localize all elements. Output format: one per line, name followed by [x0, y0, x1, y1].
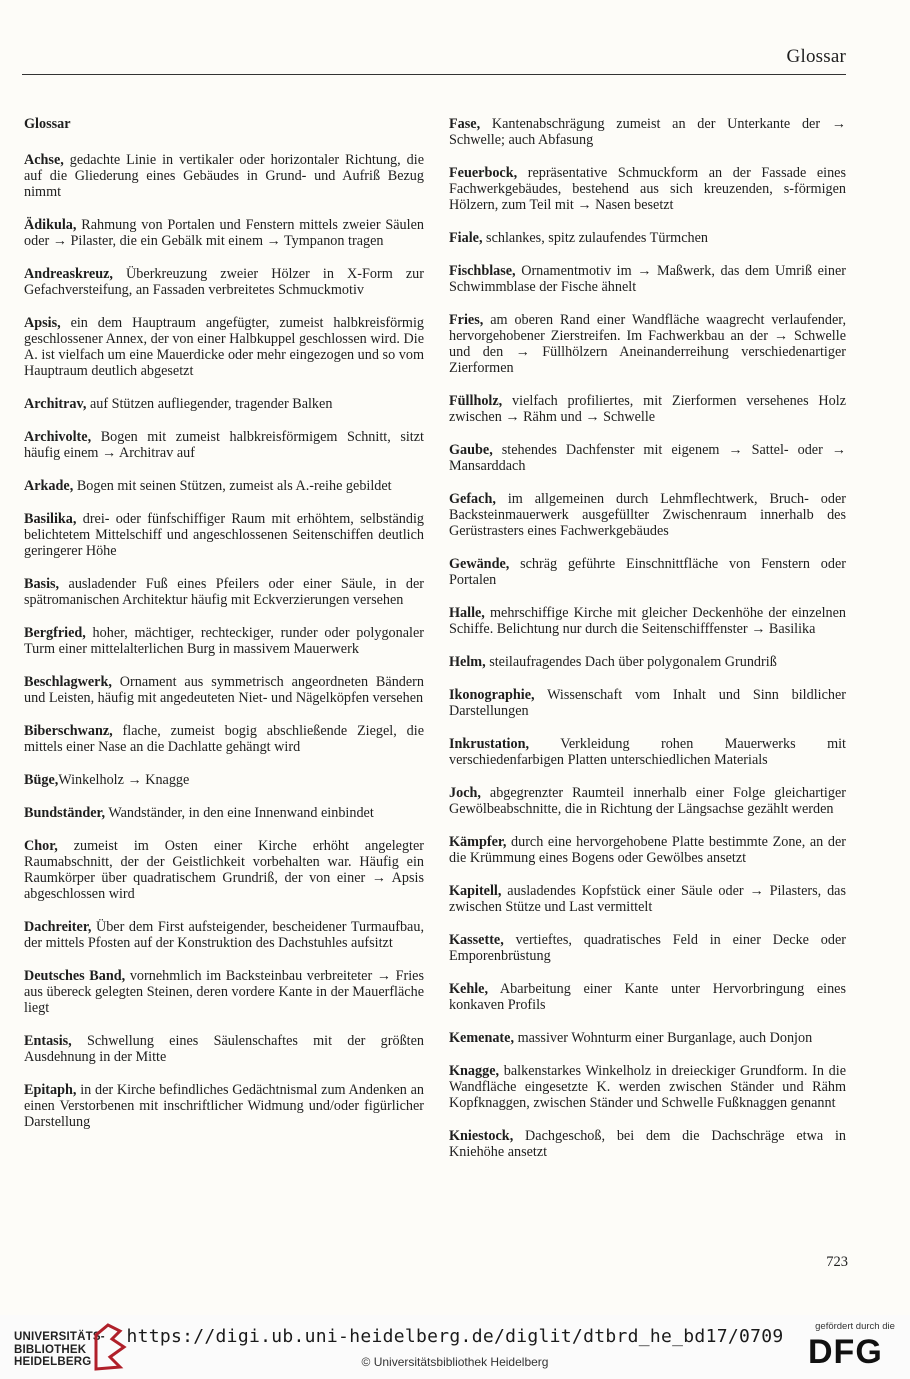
glossary-entry: [449, 491, 846, 539]
glossary-entry: [449, 116, 846, 148]
entry-term: Kemenate,: [449, 1030, 515, 1046]
entry-term: Kehle,: [449, 981, 489, 997]
dfg-logo[interactable]: DFG: [808, 1333, 883, 1371]
entry-definition: durch eine hervorgehobene Platte bestimmte Zone, an der die Krümmung eines Bogens oder Gewölbes ansetzt: [449, 834, 846, 866]
glossary-entry: [449, 932, 846, 964]
glossary-entry: [449, 785, 846, 817]
entry-definition: auf Stützen aufliegender, tragender Balken: [86, 396, 333, 412]
entry-definition: ausladender Fuß eines Pfeilers oder einer Säule, in der spätromanischen Architektur häufig mit Eckverzierungen versehen: [24, 576, 424, 608]
entry-definition: schlankes, spitz zulaufendes Türmchen: [482, 230, 708, 246]
entry-term: Helm,: [449, 654, 486, 670]
entry-term: Dachreiter,: [24, 919, 92, 935]
glossary-right-column: [449, 116, 846, 1177]
library-line-2: BIBLIOTHEK: [14, 1343, 87, 1356]
glossary-entry: [449, 736, 846, 768]
glossary-entry: [449, 263, 846, 295]
glossary-entry: [24, 266, 424, 298]
viewer-footer: [0, 1315, 910, 1379]
glossary-entry: [24, 576, 424, 608]
entry-term: Inkrustation,: [449, 736, 530, 752]
entry-definition: massiver Wohnturm einer Burganlage, auch Donjon: [514, 1030, 813, 1046]
entry-term: Bundständer,: [24, 805, 106, 821]
glossary-entry: [24, 217, 424, 249]
glossary-entry: [449, 687, 846, 719]
entry-definition: Wandständer, in den eine Innenwand einbindet: [105, 805, 374, 821]
entry-term: Joch,: [449, 785, 481, 801]
entry-term: Büge,: [24, 772, 59, 788]
copyright-notice: © Universitätsbibliothek Heidelberg: [361, 1355, 549, 1369]
funding-caption: gefördert durch die: [815, 1321, 895, 1332]
entry-definition: vielfach profiliertes, mit Zierformen versehenes Holz zwischen → Rähm und → Schwelle: [449, 393, 846, 425]
entry-definition: flache, zumeist bogig abschließende Ziegel, die mittels einer Nase an die Dachlatte gehängt wird: [24, 723, 424, 755]
entry-term: Ikonographie,: [449, 687, 535, 703]
entry-definition: drei- oder fünfschiffiger Raum mit erhöhtem, selbständig belichtetem Mittelschiff und angeschlossenen Seitenschiffen deutlich geringerer Höhe: [24, 511, 424, 559]
entry-term: Basis,: [24, 576, 60, 592]
glossary-entry: [449, 230, 846, 246]
entry-term: Architrav,: [24, 396, 87, 412]
entry-definition: in der Kirche befindliches Gedächtnismal zum Andenken an einen Verstorbenen mit inschriftlicher Widmung und/oder figürlicher Darstellung: [24, 1082, 424, 1130]
running-title: Glossar: [786, 46, 846, 67]
entry-term: Kassette,: [449, 932, 504, 948]
entry-definition: mehrschiffige Kirche mit gleicher Deckenhöhe der einzelnen Schiffe. Belichtung nur durch die Seitenschifffenster → Basilika: [449, 605, 846, 637]
right-entry-list: [449, 116, 846, 1160]
entry-definition: zumeist im Osten einer Kirche erhöht angelegter Raumabschnitt, der der Geistlichkeit vorbehalten war. Häufig ein Raumkörper über quadratischem Grundriß, der von einer → Apsis abgeschlossen wird: [24, 838, 424, 902]
entry-term: Kapitell,: [449, 883, 502, 899]
entry-definition: steilaufragendes Dach über polygonalem Grundriß: [485, 654, 777, 670]
entry-definition: im allgemeinen durch Lehmflechtwerk, Bruch- oder Backsteinmauerwerk ausgefüllter Zwischenraum innerhalb des Gerüstrasters eines Fachwerkgebäudes: [449, 491, 846, 539]
entry-term: Knagge,: [449, 1063, 500, 1079]
glossary-entry: [449, 1128, 846, 1160]
entry-term: Fase,: [449, 116, 481, 132]
glossary-entry: [24, 1033, 424, 1065]
glossary-entry: [24, 919, 424, 951]
entry-definition: vornehmlich im Backsteinbau verbreiteter → Fries aus übereck gelegten Steinen, deren vordere Kante in der Mauerfläche liegt: [24, 968, 424, 1016]
entry-term: Entasis,: [24, 1033, 72, 1049]
glossary-entry: [449, 1030, 846, 1046]
entry-definition: Dachgeschoß, bei dem die Dachschräge etwa in Kniehöhe ansetzt: [449, 1128, 846, 1160]
entry-definition: ein dem Hauptraum angefügter, zumeist halbkreisförmig geschlossener Annex, der von einer Halbkuppel geschlossen wird. Die A. ist vielfach um eine Mauerdicke oder mehr eingezogen und so vom Hauptraum deutlich abgesetzt: [24, 315, 424, 379]
entry-definition: Abarbeitung einer Kante unter Hervorbringung eines konkaven Profils: [449, 981, 846, 1013]
entry-definition: Bogen mit zumeist halbkreisförmigem Schnitt, sitzt häufig einem → Architrav auf: [24, 429, 424, 461]
entry-term: Basilika,: [24, 511, 77, 527]
page-number: 723: [826, 1254, 848, 1270]
glossary-entry: [449, 442, 846, 474]
entry-definition: Wissenschaft vom Inhalt und Sinn bildlicher Darstellungen: [449, 687, 846, 719]
glossary-left-column: [24, 116, 424, 1147]
entry-definition: schräg geführte Einschnittfläche von Fenstern oder Portalen: [449, 556, 846, 588]
entry-definition: balkenstarkes Winkelholz in dreieckiger Grundform. In die Wandfläche eingesetzte K. werden zwischen Ständer und Rähm Kopfknaggen, zwischen Ständer und Schwelle Fußknaggen genannt: [449, 1063, 846, 1111]
glossary-entry: [449, 393, 846, 425]
entry-term: Biberschwanz,: [24, 723, 113, 739]
entry-definition: Bogen mit seinen Stützen, zumeist als A.-reihe gebildet: [73, 478, 392, 494]
glossary-entry: [24, 772, 424, 788]
glossary-entry: [24, 838, 424, 902]
entry-term: Fischblase,: [449, 263, 516, 279]
entry-definition: Winkelholz → Knagge: [58, 772, 190, 788]
entry-term: Epitaph,: [24, 1082, 77, 1098]
entry-term: Fiale,: [449, 230, 483, 246]
glossary-entry: [24, 315, 424, 379]
entry-definition: Ornament aus symmetrisch angeordneten Bändern und Leisten, häufig mit angedeuteten Niet- und Nägelköpfen versehen: [24, 674, 424, 706]
entry-term: Chor,: [24, 838, 58, 854]
glossary-entry: [24, 625, 424, 657]
entry-definition: repräsentative Schmuckform an der Fassade eines Fachwerkgebäudes, bestehend aus sich kreuzenden, s-förmigen Hölzern, zum Teil mit → Nasen besetzt: [449, 165, 846, 213]
entry-term: Kämpfer,: [449, 834, 507, 850]
permalink-url[interactable]: https://digi.ub.uni-heidelberg.de/diglit/dtbrd_he_bd17/0709: [126, 1326, 784, 1347]
entry-definition: stehendes Dachfenster mit eigenem → Sattel- oder → Mansarddach: [449, 442, 846, 474]
glossary-entry: [449, 834, 846, 866]
entry-definition: am oberen Rand einer Wandfläche waagrecht verlaufender, hervorgehobener Zierstreifen. Im Fachwerkbau an der → Schwelle und den → Füllhölzern Aneinanderreihung verschiedenartiger Zierformen: [449, 312, 846, 376]
glossary-entry: [449, 556, 846, 588]
page-header: [22, 44, 846, 75]
entry-term: Bergfried,: [24, 625, 86, 641]
glossary-entry: [24, 478, 424, 494]
left-entry-list: [24, 152, 424, 1130]
glossary-entry: [449, 981, 846, 1013]
entry-term: Feuerbock,: [449, 165, 518, 181]
entry-definition: Über dem First aufsteigender, bescheidener Turmaufbau, der mittels Pfosten auf der Konstruktion des Dachstuhles aufsitzt: [24, 919, 424, 951]
library-line-1: UNIVERSITÄTS-: [14, 1331, 105, 1343]
entry-term: Arkade,: [24, 478, 74, 494]
entry-definition: Rahmung von Portalen und Fenstern mittels zweier Säulen oder → Pilaster, die ein Gebälk mit einem → Tympanon tragen: [24, 217, 424, 249]
glossary-entry: [24, 723, 424, 755]
entry-term: Fries,: [449, 312, 484, 328]
glossary-heading: Glossar: [24, 116, 71, 132]
entry-term: Gewände,: [449, 556, 510, 572]
entry-definition: gedachte Linie in vertikaler oder horizontaler Richtung, die auf die Gliederung eines Gebäudes in Grund- und Aufriß Bezug nimmt: [24, 152, 424, 200]
entry-term: Halle,: [449, 605, 485, 621]
entry-term: Kniestock,: [449, 1128, 514, 1144]
glossary-entry: [449, 605, 846, 637]
entry-definition: vertieftes, quadratisches Feld in einer Decke oder Emporenbrüstung: [449, 932, 846, 964]
glossary-entry: [24, 674, 424, 706]
entry-term: Ädikula,: [24, 217, 77, 233]
glossary-entry: [24, 805, 424, 821]
glossary-entry: [449, 165, 846, 213]
entry-term: Füllholz,: [449, 393, 503, 409]
glossary-entry: [24, 396, 424, 412]
library-line-3: HEIDELBERG: [14, 1356, 92, 1368]
glossary-entry: [24, 511, 424, 559]
entry-term: Achse,: [24, 152, 64, 168]
glossary-entry: [24, 968, 424, 1016]
entry-term: Apsis,: [24, 315, 61, 331]
glossary-entry: [449, 1063, 846, 1111]
entry-definition: ausladendes Kopfstück einer Säule oder → Pilasters, das zwischen Stütze und Last vermittelt: [449, 883, 846, 915]
entry-definition: Kantenabschrägung zumeist an der Unterkante der → Schwelle; auch Abfasung: [449, 116, 846, 148]
entry-term: Andreaskreuz,: [24, 266, 113, 282]
glossary-entry: [24, 152, 424, 200]
entry-definition: Überkreuzung zweier Hölzer in X-Form zur Gefachversteifung, an Fassaden verbreitetes Schmuckmotiv: [24, 266, 424, 298]
entry-term: Gaube,: [449, 442, 493, 458]
entry-definition: Verkleidung rohen Mauerwerks mit verschiedenfarbigen Platten unterschiedlichen Materials: [449, 736, 846, 768]
entry-term: Beschlagwerk,: [24, 674, 112, 690]
glossary-entry: [449, 654, 846, 670]
glossary-entry: [24, 429, 424, 461]
entry-term: Gefach,: [449, 491, 496, 507]
entry-definition: abgegrenzter Raumteil innerhalb einer Folge gleichartiger Gewölbeabschnitte, die in Richtung der Längsachse gezählt werden: [449, 785, 846, 817]
entry-definition: Schwellung eines Säulenschaftes mit der größten Ausdehnung in der Mitte: [24, 1033, 424, 1065]
glossary-entry: [449, 312, 846, 376]
glossary-entry: [24, 1082, 424, 1130]
entry-definition: hoher, mächtiger, rechteckiger, runder oder polygonaler Turm einer mittelalterlichen Burg in massivem Mauerwerk: [24, 625, 424, 657]
entry-definition: Ornamentmotiv im → Maßwerk, das dem Umriß einer Schwimmblase der Fische ähnelt: [449, 263, 846, 295]
glossary-entry: [449, 883, 846, 915]
entry-term: Deutsches Band,: [24, 968, 126, 984]
entry-term: Archivolte,: [24, 429, 92, 445]
